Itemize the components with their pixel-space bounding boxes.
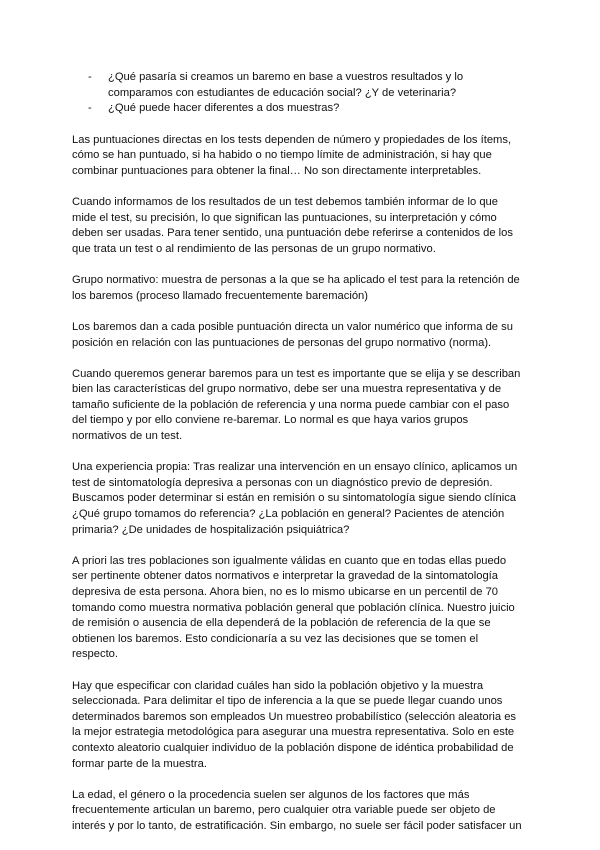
- paragraph-reporting-results: Cuando informamos de los resultados de un test debemos también informar de lo que mide el test, su precisión, lo que significan las puntuaciones, su interpretación y cómo deben ser usadas. Para tener sentido, una puntuación debe referirse a contenidos de los que trata un test o al rendimiento de las personas de un grupo normativo.: [72, 196, 513, 255]
- paragraph-direct-scores: Las puntuaciones directas en los tests dependen de número y propiedades de los ítems, cómo se han puntuado, si ha habido o no tiempo límite de administración, si hay que combinar puntuaciones para obtener la final… No son directamente interpretables.: [72, 133, 512, 177]
- list-item: [88, 70, 524, 101]
- bullet-dash: -: [88, 102, 92, 115]
- list-item-text: ¿Qué pasaría si creamos un baremo en base a vuestros resultados y lo comparamos con estudiantes de educación social? ¿Y de veterinaria?: [108, 71, 464, 99]
- document-page: [72, 70, 524, 850]
- paragraph-baremos-definition: Los baremos dan a cada posible puntuación directa un valor numérico que informa de su posición en relación con las puntuaciones de personas del grupo normativo (norma).: [72, 320, 513, 349]
- list-item: [88, 101, 524, 117]
- paragraph-normative-group-definition: Grupo normativo: muestra de personas a la que se ha aplicado el test para la retención de los baremos (proceso llamado frecuentemente baremación): [72, 274, 520, 302]
- question-list: [72, 70, 524, 117]
- bullet-dash: -: [88, 71, 92, 83]
- paragraph-generating-baremos: Cuando queremos generar baremos para un test es importante que se elija y se describan bien las características del grupo normativo, debe ser una muestra representativa y de tamaño suficiente de la población de referencia y una norma puede cambiar con el paso del tiempo y por ello conviene re-baremar. Lo normal es que haya varios grupos normativos de un test.: [72, 367, 521, 443]
- paragraph-a-priori: A priori las tres poblaciones son igualmente válidas en cuanto que en todas ellas puedo ser pertinente obtener datos normativos e interpretar la gravedad de la sintomatología depresiva de esta persona. Ahora bien, no es lo mismo ubicarse en un percentil de 70 tomando como muestra normativa población general que población clínica. Nuestro juicio de remisión o ausencia de ella dependerá de la población de referencia de la que se obtienen los baremos. Esto condicionaría a su vez las decisiones que se tomen el respecto.: [72, 554, 515, 661]
- paragraph-sampling: Hay que especificar con claridad cuáles han sido la población objetivo y la muestra seleccionada. Para delimitar el tipo de inferencia a la que se puede llegar cuando unos determinados baremos son empleados Un muestreo probabilístico (selección aleatoria es la mejor estrategia metodológica para asegurar una muestra representativa. Solo en este contexto aleatorio cualquier individuo de la población dispone de idéntica probabilidad de formar parte de la muestra.: [72, 679, 517, 770]
- list-item-text: ¿Qué puede hacer diferentes a dos muestras?: [108, 102, 340, 115]
- paragraph-stratification: La edad, el género o la procedencia suelen ser algunos de los factores que más frecuentemente articulan un baremo, pero cualquier otra variable puede ser objeto de interés y por lo tanto, de estratificación. Sin embargo, no suele ser fácil poder satisfacer un: [72, 788, 522, 832]
- paragraph-own-experience: Una experiencia propia: Tras realizar una intervención en un ensayo clínico, aplicamos un test de sintomatología depresiva a personas con un diagnóstico previo de depresión. Buscamos poder determinar si están en remisión o su sintomatología sigue siendo clínica ¿Qué grupo tomamos do referencia? ¿La población en general? Pacientes de atención primaria? ¿De unidades de hospitalización psiquiátrica?: [72, 461, 518, 536]
